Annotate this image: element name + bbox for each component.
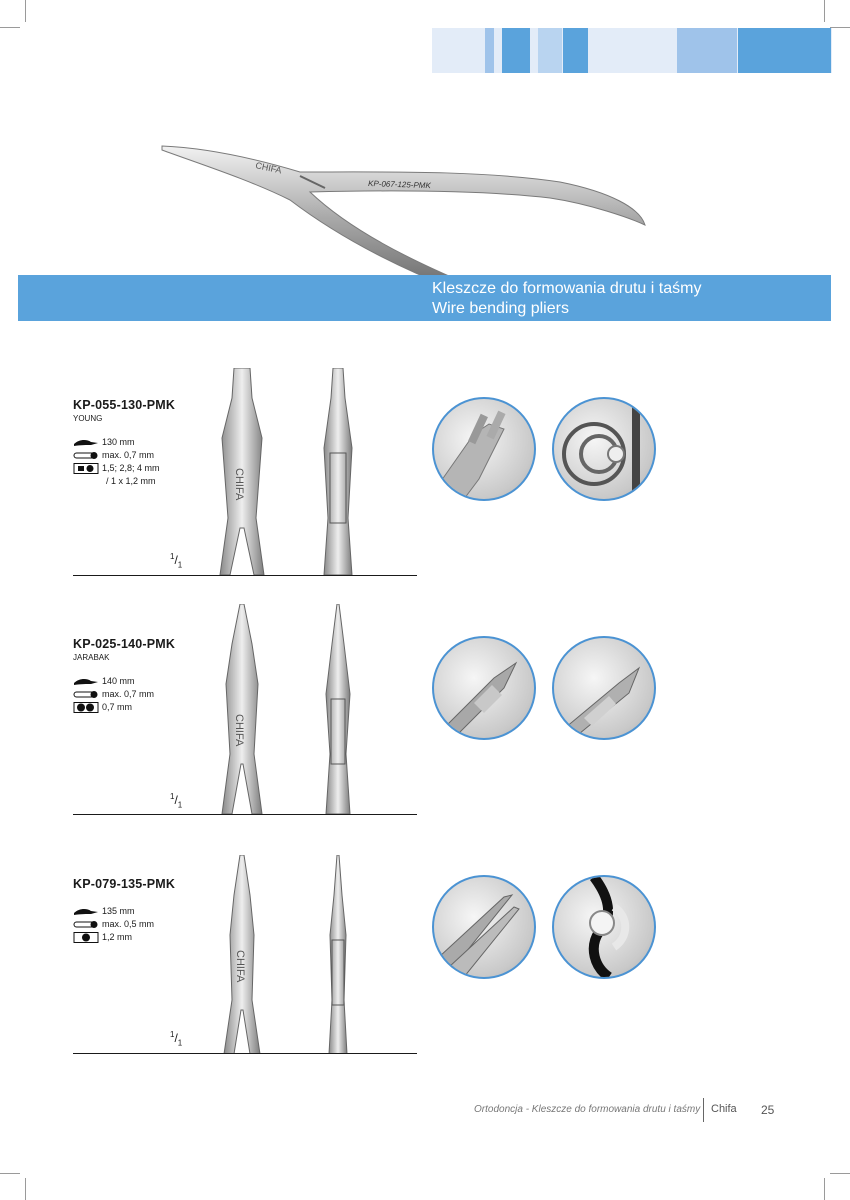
crop-mark xyxy=(0,27,20,28)
footer-brand: Chifa xyxy=(711,1103,737,1115)
length-value: 140 mm xyxy=(102,676,135,686)
wire-icon xyxy=(73,689,99,700)
scale-label: $^1/_1$ xyxy=(170,1030,183,1048)
hero-code-engraving: KP-067-125-PMK xyxy=(367,179,431,191)
wire-icon xyxy=(73,919,99,930)
plier-side-view xyxy=(318,604,358,814)
wire-icon xyxy=(73,450,99,461)
product-kp-025 xyxy=(73,637,175,714)
wire-value: max. 0,5 mm xyxy=(102,919,155,929)
wire-value: max. 0,7 mm xyxy=(102,450,155,460)
crop-mark xyxy=(25,1178,26,1200)
tip-value: 1,5; 2,8; 4 mm xyxy=(102,463,160,473)
tip-value: 1,2 mm xyxy=(102,932,133,942)
tip-profile-icon xyxy=(73,463,99,474)
plier-front-view xyxy=(212,368,272,575)
page-number: 25 xyxy=(761,1103,775,1117)
scale-label: $^1/_1$ xyxy=(170,792,183,810)
plier-front-view xyxy=(212,604,272,814)
length-value: 130 mm xyxy=(102,437,135,447)
product-kp-055 xyxy=(73,398,175,488)
wire-value: max. 0,7 mm xyxy=(102,689,155,699)
product-kp-079 xyxy=(73,877,175,944)
detail-image-profile xyxy=(552,875,656,979)
plier-side-view xyxy=(318,855,358,1054)
length-icon xyxy=(73,676,99,687)
section-divider xyxy=(73,814,417,815)
tip-profile-icon xyxy=(73,932,99,943)
tip-value-secondary: / 1 x 1,2 mm xyxy=(106,476,156,486)
detail-image-tips xyxy=(432,636,536,740)
instrument-engraving: CHIFA xyxy=(234,950,246,983)
title-polish: Kleszcze do formowania drutu i taśmy xyxy=(432,280,702,297)
detail-image-tips xyxy=(432,397,536,501)
product-name: YOUNG xyxy=(73,414,103,423)
hero-pliers-image xyxy=(150,120,670,290)
product-name: JARABAK xyxy=(73,653,110,662)
product-code: KP-055-130-PMK xyxy=(73,398,176,412)
crop-mark xyxy=(0,1173,20,1174)
crop-mark xyxy=(25,0,26,22)
length-icon xyxy=(73,437,99,448)
scale-label: $^1/_1$ xyxy=(170,552,183,570)
title-english: Wire bending pliers xyxy=(432,300,569,317)
footer-section: Ortodoncja - Kleszcze do formowania drutu i taśmy xyxy=(474,1104,701,1115)
length-icon xyxy=(73,906,99,917)
title-banner xyxy=(18,275,831,321)
tip-profile-icon xyxy=(73,702,99,713)
hero-brand-engraving: CHIFA xyxy=(254,160,283,176)
instrument-engraving: CHIFA xyxy=(233,468,245,501)
plier-front-view xyxy=(212,855,272,1054)
length-value: 135 mm xyxy=(102,906,135,916)
product-code: KP-025-140-PMK xyxy=(73,637,176,651)
plier-side-view xyxy=(318,368,358,575)
footer-divider xyxy=(703,1098,704,1122)
crop-mark xyxy=(830,1173,850,1174)
detail-image-profile xyxy=(552,397,656,501)
section-divider xyxy=(73,1053,417,1054)
detail-image-tips xyxy=(432,875,536,979)
detail-image-profile xyxy=(552,636,656,740)
page-title xyxy=(432,279,701,319)
crop-mark xyxy=(824,1178,825,1200)
crop-mark xyxy=(824,0,825,22)
section-divider xyxy=(73,575,417,576)
product-code: KP-079-135-PMK xyxy=(73,877,176,891)
crop-mark xyxy=(830,27,850,28)
tip-value: 0,7 mm xyxy=(102,702,133,712)
instrument-engraving: CHIFA xyxy=(233,714,245,747)
